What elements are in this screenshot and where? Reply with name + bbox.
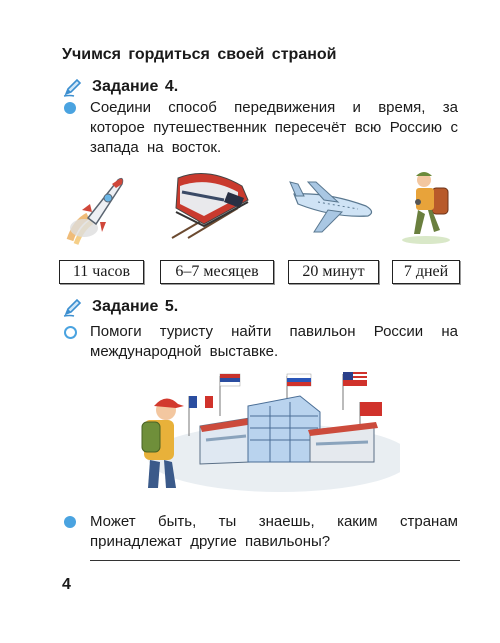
task5-title-row [62, 296, 178, 318]
page-number: 4 [62, 576, 71, 593]
option-20-minutes[interactable]: 20 минут [288, 260, 379, 284]
hiker-icon [398, 168, 456, 244]
train-icon [168, 168, 258, 240]
airplane-icon [288, 176, 378, 236]
task4-title-row [62, 76, 178, 98]
bullet-filled-icon [64, 102, 76, 114]
exhibition-pavilions-illustration [130, 366, 400, 494]
task4-instruction: Соедини способ передвижения и время, за которое путешественник пересечёт всю Россию с запада на восток. [90, 99, 458, 156]
answer-line[interactable] [90, 560, 460, 561]
option-7-days[interactable]: 7 дней [392, 260, 460, 284]
task4-title: Задание 4. [92, 78, 179, 95]
pencil-icon [62, 296, 84, 318]
bullet-hollow-icon [64, 326, 77, 339]
bullet-filled-icon [64, 516, 76, 528]
option-11-hours[interactable]: 11 часов [59, 260, 144, 284]
rocket-icon [62, 168, 134, 248]
task5-question: Может быть, ты знаешь, каким странам принадлежат другие павильоны? [90, 513, 458, 550]
option-6-7-months[interactable]: 6–7 месяцев [160, 260, 274, 284]
page-title: Учимся гордиться своей страной [62, 46, 337, 63]
task5-instruction: Помоги туристу найти павильон России на международной выставке. [90, 323, 458, 360]
pencil-icon [62, 76, 84, 98]
task5-title: Задание 5. [92, 298, 179, 315]
